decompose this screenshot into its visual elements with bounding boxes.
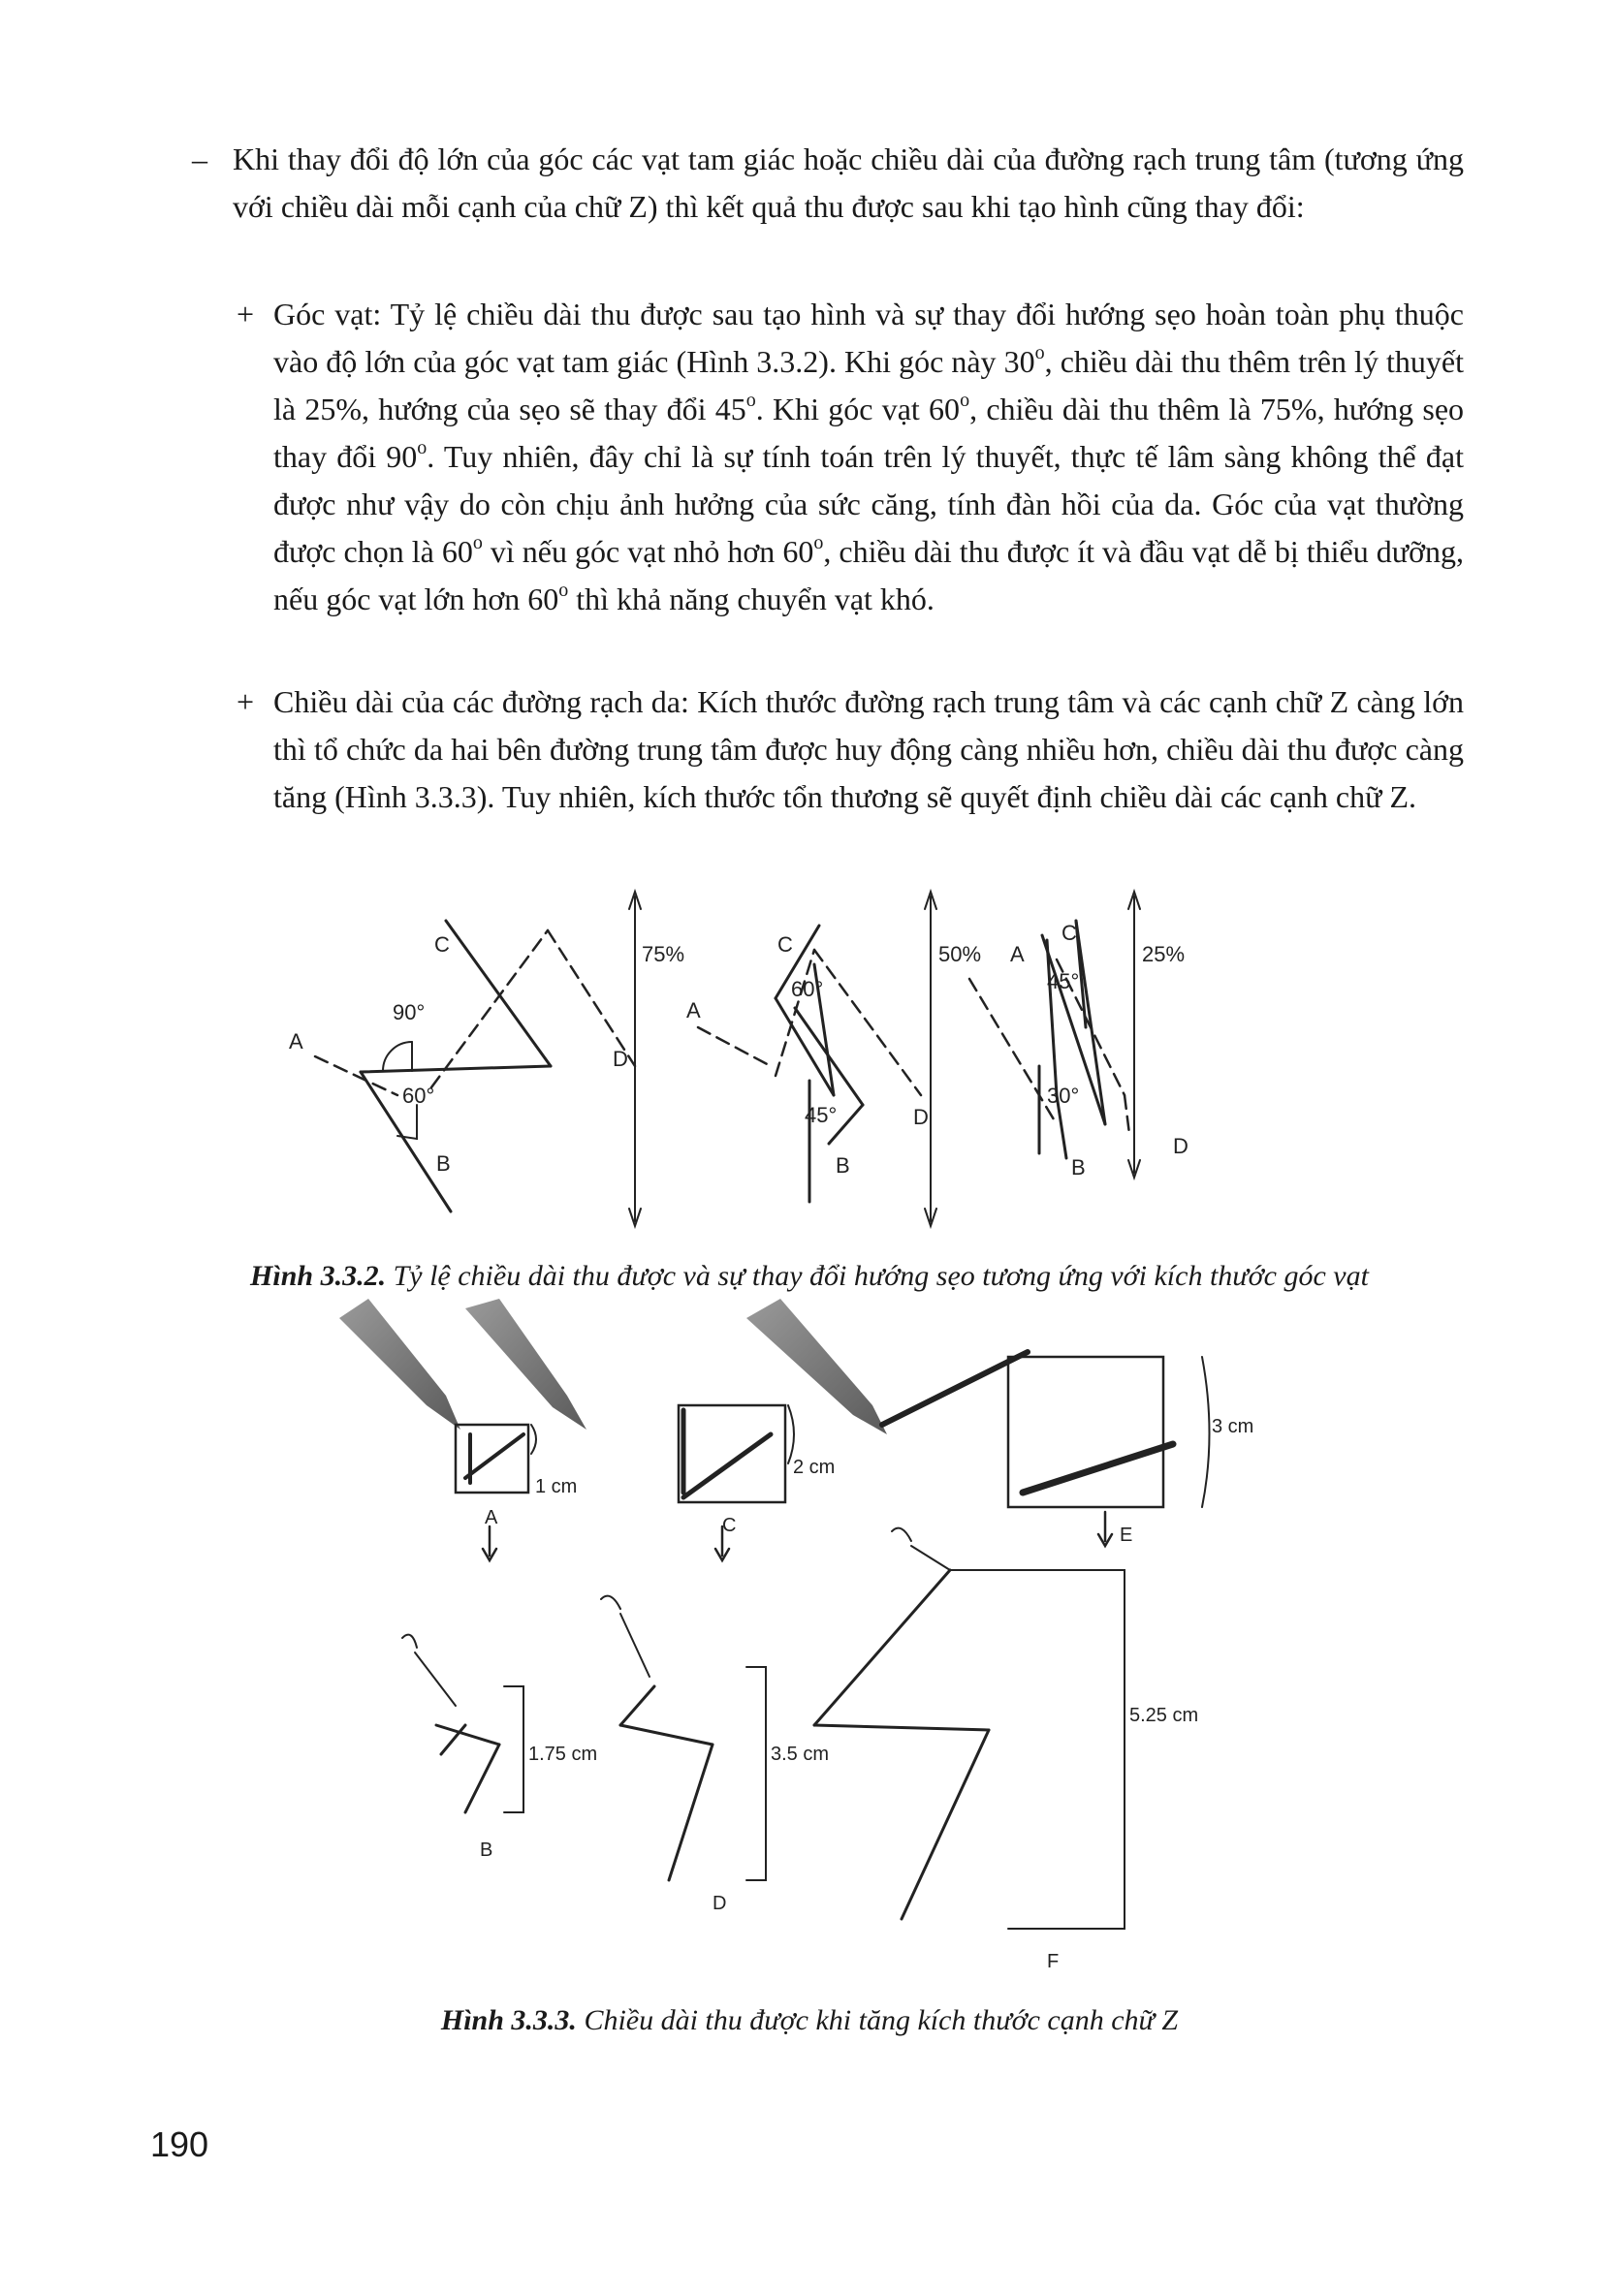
plus-marker: +	[237, 297, 255, 331]
caption-text: Tỷ lệ chiều dài thu được và sự thay đổi hướng sẹo tương ứng với kích thước góc vạt	[386, 1260, 1369, 1292]
degree-sup: o	[417, 437, 428, 459]
angle-label: 45°	[1047, 969, 1080, 993]
bullet-text: , chiều dài thu được ít và đầu vạt dễ bị thiểu dưỡng, nếu góc vạt lớn hơn 60	[273, 534, 1465, 616]
panel-60-degree	[315, 892, 641, 1226]
bullet-text: , chiều dài thu thêm trên lý thuyết là 25%, hướng của sẹo sẽ thay đổi 45	[273, 344, 1465, 426]
bullet-text: Chiều dài của các đường rạch da: Kích thước đường rạch trung tâm và các cạnh chữ Z càng lớn thì tổ chức da hai bên đường trung tâm được huy động càng nhiều hơn, chiều dài thu được càng tăng (Hình 3.3.3). Tuy nhiên, kích thước tổn thương sẽ quyết định chiều dài các cạnh chữ Z.	[273, 684, 1464, 814]
label-b: B	[436, 1151, 451, 1176]
size-label: 3 cm	[1212, 1416, 1254, 1437]
figure-z-plasty-lengths	[330, 1299, 1309, 1987]
plus-marker: +	[237, 684, 255, 719]
bullet-text: Góc vạt: Tỷ lệ chiều dài thu được sau tạo hình và sự thay đổi hướng sẹo hoàn toàn phụ thuộc vào độ lớn của góc vạt tam giác (Hình 3.3.2). Khi góc này 30	[273, 297, 1464, 379]
intro-text: Khi thay đổi độ lớn của góc các vạt tam giác hoặc chiều dài của đường rạch trung tâm (tương ứng với chiều dài mỗi cạnh của chữ Z) thì kết quả thu được sau khi tạo hình cũng thay đổi:	[233, 142, 1464, 224]
label-d: D	[913, 1105, 929, 1129]
label-a: A	[686, 998, 701, 1022]
panel-label: E	[1120, 1525, 1133, 1546]
figure-caption-3-3-2	[126, 1260, 1493, 1293]
bullet-text: , chiều dài thu thêm là 75%, hướng sẹo thay đổi 90	[273, 392, 1465, 474]
angle-label: 60°	[402, 1084, 435, 1108]
sutured-z-d	[601, 1596, 766, 1880]
panel-label: B	[480, 1840, 493, 1861]
caption-label: Hình 3.3.2.	[250, 1260, 387, 1292]
angle-label: 60°	[791, 977, 824, 1001]
percent-label: 75%	[642, 942, 685, 966]
bullet-flap-angle	[237, 291, 1465, 623]
degree-sup: o	[745, 390, 756, 412]
panel-label: C	[722, 1515, 737, 1536]
angle-label: 45°	[805, 1103, 838, 1127]
page-number: 190	[150, 2124, 209, 2164]
sutured-z-f	[814, 1528, 1125, 1929]
bullet-text: . Tuy nhiên, đây chỉ là sự tính toán trên lý thuyết, thực tế lâm sàng không thể đạt được như vậy do còn chịu ảnh hưởng của sức căng, tính đàn hồi của da. Góc của vạt thường được chọn là 60	[273, 439, 1465, 569]
caption-text: Chiều dài thu được khi tăng kích thước cạnh chữ Z	[576, 2004, 1179, 2036]
degree-sup: o	[472, 532, 483, 554]
size-label: 1.75 cm	[528, 1744, 598, 1765]
figure-z-plasty-angles	[271, 882, 1386, 1241]
percent-label: 50%	[938, 942, 982, 966]
label-c: C	[434, 932, 450, 957]
scalpel-icon	[339, 1299, 887, 1434]
size-label: 3.5 cm	[771, 1744, 830, 1765]
label-b: B	[836, 1153, 850, 1178]
panel-label: D	[713, 1893, 727, 1914]
bullet-incision-length	[237, 678, 1464, 821]
label-c: C	[1061, 921, 1077, 945]
intro-paragraph	[192, 136, 1464, 231]
size-label: 2 cm	[793, 1457, 836, 1478]
panel-label: F	[1047, 1951, 1060, 1972]
degree-sup: o	[960, 390, 970, 412]
label-a: A	[289, 1029, 303, 1054]
size-label: 1 cm	[535, 1476, 578, 1497]
size-label: 5.25 cm	[1129, 1705, 1199, 1726]
degree-sup: o	[813, 532, 824, 554]
figure-caption-3-3-3	[194, 2004, 1425, 2037]
sutured-z-b	[402, 1635, 523, 1812]
dash-marker: –	[192, 142, 207, 176]
label-b: B	[1071, 1155, 1086, 1179]
percent-label: 25%	[1142, 942, 1186, 966]
panel-label: A	[485, 1507, 498, 1528]
panel-45-degree	[698, 892, 936, 1226]
bullet-text: thì khả năng chuyển vạt khó.	[568, 582, 935, 616]
degree-sup: o	[1034, 342, 1045, 364]
label-d: D	[613, 1047, 628, 1071]
angle-label: 30°	[1047, 1084, 1080, 1108]
caption-label: Hình 3.3.3.	[440, 2004, 577, 2036]
label-a: A	[1010, 942, 1025, 966]
bullet-text: . Khi góc vạt 60	[755, 392, 961, 426]
panel-30-degree	[969, 892, 1140, 1178]
incision-square-e	[1008, 1357, 1163, 1507]
angle-label: 90°	[393, 1000, 426, 1024]
label-c: C	[777, 932, 793, 957]
label-d: D	[1173, 1134, 1188, 1158]
bullet-text: vì nếu góc vạt nhỏ hơn 60	[482, 534, 814, 569]
degree-sup: o	[558, 580, 569, 602]
